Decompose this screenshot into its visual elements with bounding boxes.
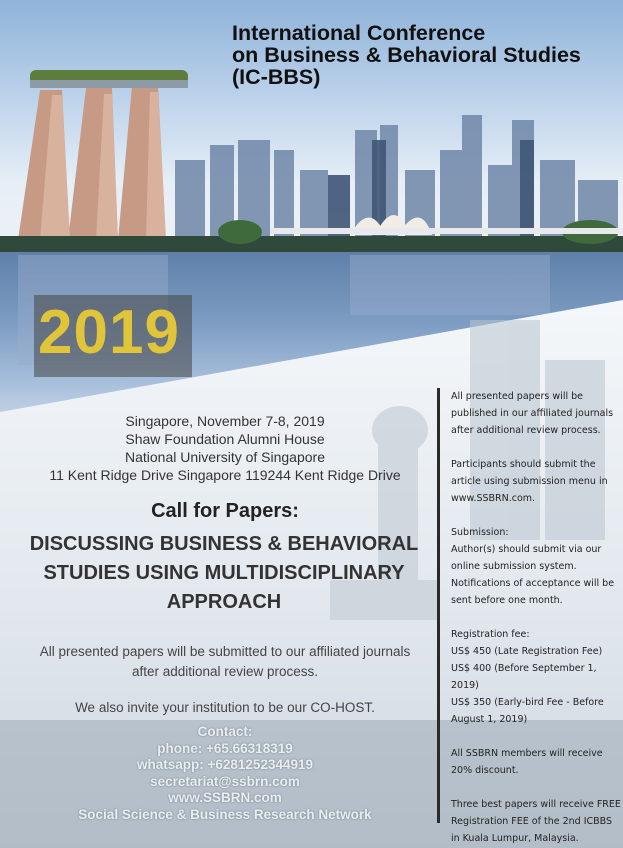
theme-line-2: STUDIES USING MULTIDISCIPLINARY [43,562,405,584]
sidebar-submission-text: Author(s) should submit via our online submission system. [451,544,602,572]
title-line-1: International Conference [232,21,486,45]
sidebar-submission-block [451,524,623,609]
cohost-invitation: We also invite your institution to be our CO-HOST. [75,700,375,715]
vertical-divider [437,388,440,823]
contact-whatsapp: whatsapp: +6281252344919 [137,757,313,772]
contact-website: www.SSBRN.com [168,790,282,805]
venue-info [20,412,430,484]
contact-heading: Contact: [197,724,253,739]
conference-title [232,22,622,88]
fee-regular: US$ 400 (Before September 1, 2019) [451,663,597,691]
venue-university: National University of Singapore [125,449,325,465]
sidebar-acceptance-text: Notifications of acceptance will be sent before one month. [451,578,615,606]
conference-theme [0,530,448,617]
publication-note [0,642,450,682]
fee-heading: Registration fee: [451,629,530,640]
venue-building: Shaw Foundation Alumni House [125,431,325,447]
theme-line-1: DISCUSSING BUSINESS & BEHAVIORAL [29,533,419,555]
year-label: 2019 [38,298,180,367]
contact-email: secretariat@ssbrn.com [150,773,300,789]
contact-block [0,724,450,823]
venue-address: 11 Kent Ridge Drive Singapore 119244 Kent Ridge Drive [49,467,401,483]
sidebar-member-discount: All SSBRN members will receive 20% discount. [451,748,603,776]
call-for-papers-heading: Call for Papers: [151,500,299,522]
title-line-3: (IC-BBS) [232,65,321,89]
sidebar-publication: All presented papers will be published in our affiliated journals after additional review process. [451,391,614,436]
sidebar-fees [451,626,623,728]
title-line-2: on Business & Behavioral Studies [232,43,581,67]
info-sidebar [451,388,623,848]
publication-note-line-2: after additional review process. [131,664,319,679]
fee-late: US$ 450 (Late Registration Fee) [451,646,603,657]
venue-date: Singapore, November 7-8, 2019 [125,413,325,429]
sidebar-best-paper: Three best papers will receive FREE Registration FEE of the 2nd ICBBS in Kuala Lumpur, Malaysia. [451,799,621,844]
contact-network: Social Science & Business Research Network [78,806,372,822]
sidebar-submission-heading: Submission: [451,527,509,538]
contact-phone: phone: +65.66318319 [157,740,293,756]
theme-line-3: APPROACH [166,591,282,613]
sidebar-submission-menu: Participants should submit the article using submission menu in www.SSBRN.com. [451,459,608,504]
fee-early-bird: US$ 350 (Early-bird Fee - Before August 1, 2019) [451,697,604,725]
publication-note-line-1: All presented papers will be submitted to our affiliated journals [39,644,411,659]
